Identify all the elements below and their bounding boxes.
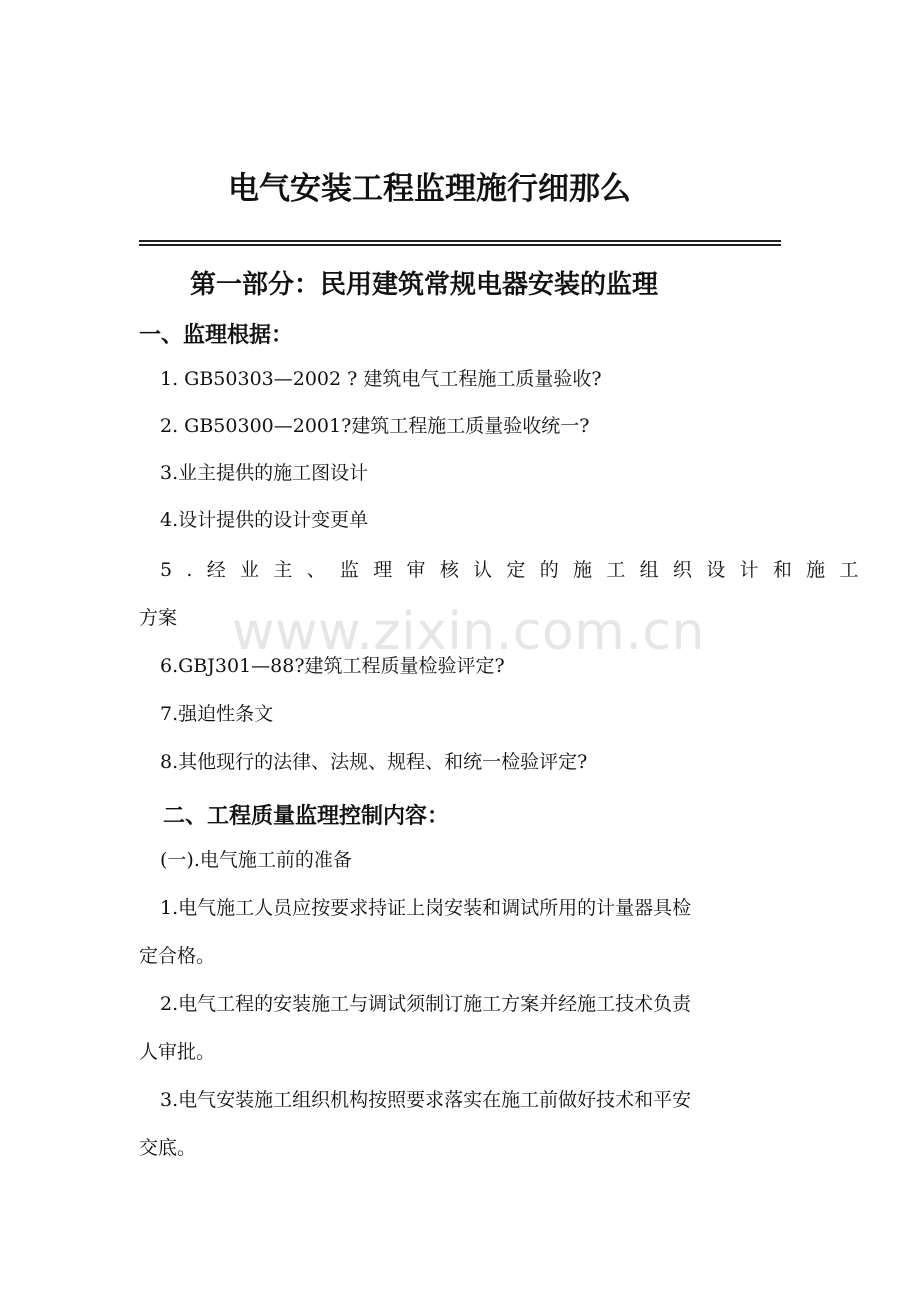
section1-item-6: 6.GBJ301—88?建筑工程质量检验评定?: [160, 655, 505, 677]
section2-item-3: 3.电气安装施工组织机构按照要求落实在施工前做好技术和平安: [160, 1089, 692, 1111]
part-heading: 第一部分：民用建筑常规电器安装的监理: [190, 270, 659, 300]
section1-item-7: 7.强迫性条文: [160, 703, 274, 725]
section1-item-2: 2. GB50300—2001?建筑工程施工质量验收统一?: [160, 415, 590, 437]
section2-item-1: 1.电气施工人员应按要求持证上岗安装和调试所用的计量器具检: [160, 897, 692, 919]
document-title: 电气安装工程监理施行细那么: [228, 171, 631, 207]
section2-item-1-cont: 定合格。: [139, 945, 216, 967]
section1-item-8: 8.其他现行的法律、法规、规程、和统一检验评定?: [160, 751, 588, 773]
section2-heading: 二、工程质量监理控制内容：: [163, 804, 450, 829]
section1-item-1: 1. GB50303—2002 ? 建筑电气工程施工质量验收?: [160, 368, 602, 390]
section2-item-2: 2.电气工程的安装施工与调试须制订施工方案并经施工技术负责: [160, 993, 692, 1015]
section1-item-3: 3.业主提供的施工图设计: [160, 462, 369, 484]
section2-item-2-cont: 人审批。: [139, 1041, 216, 1063]
watermark: www.zixin.com.cn: [232, 602, 705, 662]
title-rule-top: [139, 240, 781, 242]
section2-item-3-cont: 交底。: [139, 1137, 197, 1159]
section1-heading: 一、监理根据：: [139, 323, 294, 348]
section1-item-5: 5.经业主、监理审核认定的施工组织设计和施工: [160, 559, 873, 581]
title-rule-bottom: [139, 244, 781, 246]
section1-item-4: 4.设计提供的设计变更单: [160, 509, 369, 531]
section1-item-5-cont: 方案: [139, 607, 178, 629]
section2-subheading: (一).电气施工前的准备: [160, 849, 352, 871]
